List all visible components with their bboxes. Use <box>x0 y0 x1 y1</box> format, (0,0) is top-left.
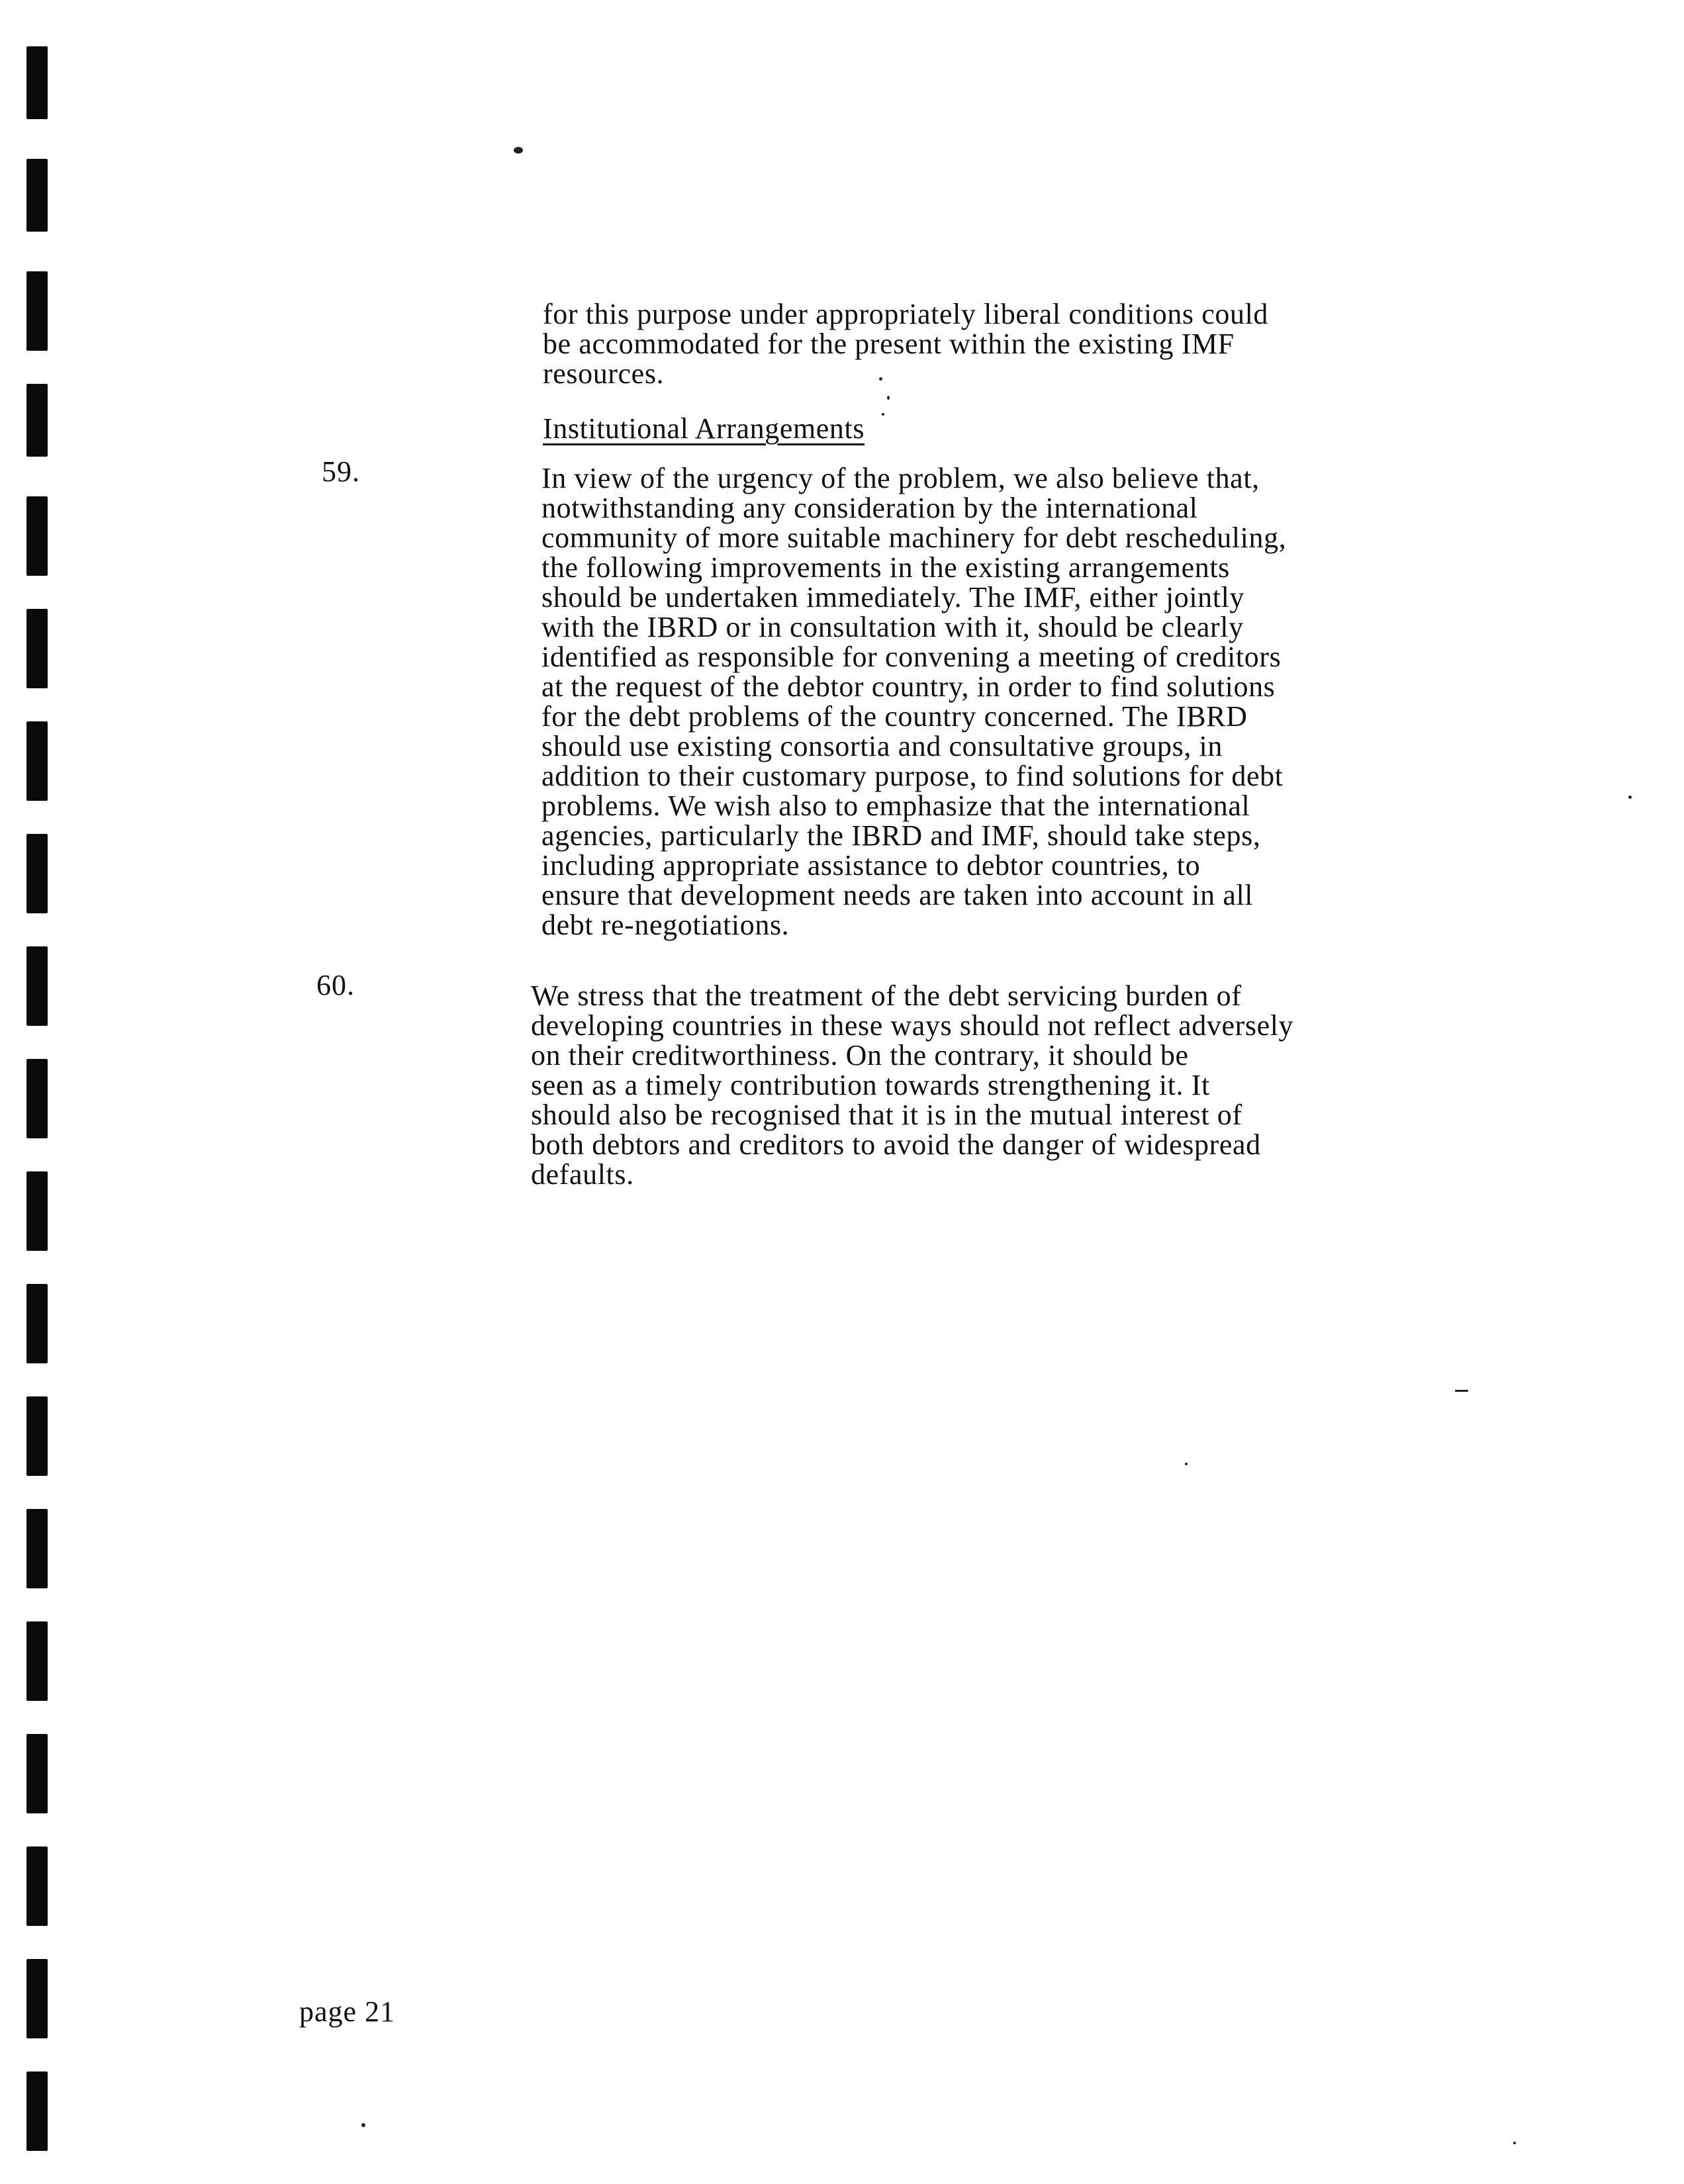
binding-mark <box>26 834 48 913</box>
text-line: agencies, particularly the IBRD and IMF, should take steps, <box>541 819 1261 852</box>
text-line: for the debt problems of the country concerned. The IBRD <box>541 700 1248 733</box>
text-line: should also be recognised that it is in the mutual interest of <box>531 1099 1242 1131</box>
text-line: notwithstanding any consideration by the international <box>541 492 1198 524</box>
binding-mark <box>26 271 48 351</box>
paragraph-number: 60. <box>316 969 355 1001</box>
text-line: problems. We wish also to emphasize that the international <box>541 790 1250 822</box>
text-line: with the IBRD or in consultation with it, should be clearly <box>541 611 1244 643</box>
binding-mark <box>26 159 48 232</box>
text-line: debt re-negotiations. <box>541 909 790 941</box>
text-line: for this purpose under appropriately liberal conditions could <box>543 298 1268 330</box>
text-line: defaults. <box>531 1158 634 1191</box>
text-line: In view of the urgency of the problem, we also believe that, <box>541 462 1260 494</box>
binding-mark <box>26 1284 48 1363</box>
scan-speck <box>1628 796 1632 799</box>
text-line: addition to their customary purpose, to find solutions for debt <box>541 760 1284 792</box>
text-line: identified as responsible for convening a meeting of creditors <box>541 641 1282 673</box>
binding-mark <box>26 46 48 119</box>
binding-mark <box>26 1621 48 1701</box>
binding-marks <box>26 46 53 2164</box>
scan-speck <box>882 413 884 416</box>
text-line: at the request of the debtor country, in order to find solutions <box>541 670 1276 703</box>
text-line: We stress that the treatment of the debt servicing burden of <box>531 979 1242 1012</box>
binding-mark <box>26 384 48 457</box>
binding-mark <box>26 946 48 1026</box>
binding-mark <box>26 2071 48 2151</box>
binding-mark <box>26 1396 48 1476</box>
paragraph-body <box>531 981 1293 1189</box>
text-line: should use existing consortia and consultative groups, in <box>541 730 1223 762</box>
binding-mark <box>26 1959 48 2038</box>
text-line: be accommodated for the present within the existing IMF <box>543 328 1235 360</box>
text-line: both debtors and creditors to avoid the danger of widespread <box>531 1128 1261 1161</box>
text-line: should be undertaken immediately. The IMF, either jointly <box>541 581 1245 614</box>
binding-mark <box>26 1171 48 1251</box>
scan-speck <box>1185 1463 1188 1465</box>
binding-mark <box>26 1509 48 1588</box>
binding-mark <box>26 609 48 688</box>
text-line: developing countries in these ways should not reflect adversely <box>531 1009 1294 1042</box>
binding-mark <box>26 1734 48 1813</box>
page-number-footer: page 21 <box>299 1995 396 2028</box>
binding-mark <box>26 1059 48 1138</box>
scan-speck <box>361 2123 365 2127</box>
scan-speck <box>1455 1390 1468 1392</box>
section-heading: Institutional Arrangements <box>543 412 865 445</box>
binding-mark <box>26 721 48 801</box>
binding-mark <box>26 496 48 576</box>
paragraph-number: 59. <box>322 455 360 488</box>
scan-speck <box>1513 2142 1516 2144</box>
scan-speck <box>887 396 890 400</box>
continuation-text <box>543 299 1268 388</box>
text-line: seen as a timely contribution towards strengthening it. It <box>531 1069 1210 1101</box>
scan-speck <box>514 147 523 154</box>
paragraph-body <box>541 463 1286 940</box>
text-line: the following improvements in the existing arrangements <box>541 551 1230 584</box>
text-line: community of more suitable machinery for debt rescheduling, <box>541 522 1287 554</box>
text-line: on their creditworthiness. On the contrary, it should be <box>531 1039 1189 1071</box>
binding-mark <box>26 1846 48 1926</box>
text-line: including appropriate assistance to debtor countries, to <box>541 849 1201 882</box>
text-line: resources. <box>543 357 665 390</box>
text-line: ensure that development needs are taken into account in all <box>541 879 1254 911</box>
